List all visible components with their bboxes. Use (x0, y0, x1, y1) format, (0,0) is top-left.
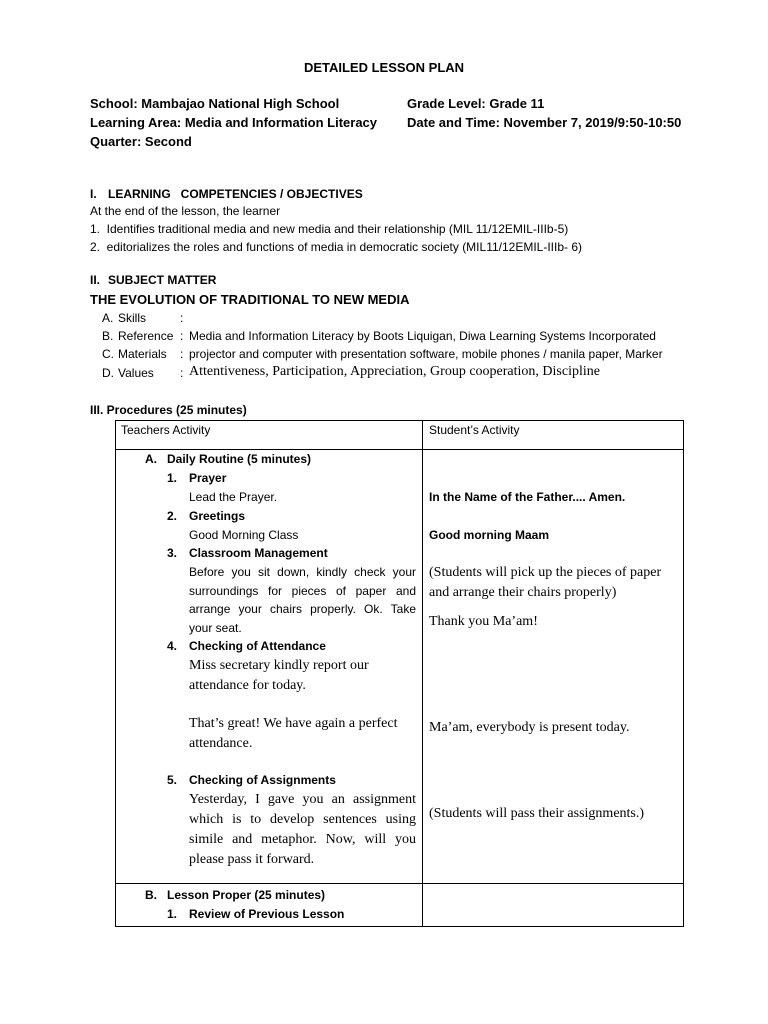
school-label: School: Mambajao National High School (90, 96, 340, 111)
section-2-heading: SUBJECT MATTER (108, 273, 217, 287)
prayer-student-text: In the Name of the Father.... Amen. (429, 490, 626, 504)
classroom-mgmt-heading: Classroom Management (189, 546, 328, 560)
learning-area-label: Learning Area: Media and Information Literacy (90, 115, 378, 130)
review-number: 1. (167, 907, 178, 921)
subject-topic: THE EVOLUTION OF TRADITIONAL TO NEW MEDIA (90, 292, 410, 307)
attendance-heading: Checking of Attendance (189, 639, 326, 653)
greetings-heading: Greetings (189, 509, 246, 523)
objectives-intro: At the end of the lesson, the learner (90, 204, 281, 218)
table-column-divider (422, 420, 423, 926)
row-d-letter: D. (102, 366, 114, 380)
assignments-heading: Checking of Assignments (189, 773, 336, 787)
prayer-teacher-text: Lead the Prayer. (189, 490, 278, 504)
daily-routine-heading: A. Daily Routine (5 minutes) (145, 452, 312, 466)
row-c-value: projector and computer with presentation software, mobile phones / manila paper, Marker (189, 347, 663, 361)
classroom-mgmt-number: 3. (167, 546, 178, 560)
greetings-number: 2. (167, 509, 178, 523)
table-row-divider (115, 883, 683, 884)
row-b-letter: B. (102, 329, 114, 343)
greetings-student-text: Good morning Maam (429, 528, 549, 542)
row-a-colon: : (180, 311, 184, 325)
section-1-number: I. (90, 187, 97, 201)
classroom-mgmt-student-thanks: Thank you Ma’am! (429, 614, 538, 629)
assignments-teacher-text: Yesterday, I gave you an assignment which is to develop sentences using simile and metaphor. Now, will you please pass it forward. (189, 792, 416, 867)
row-d-colon: : (180, 366, 184, 380)
row-c-colon: : (180, 347, 184, 361)
greetings-teacher-text: Good Morning Class (189, 528, 299, 542)
row-d-label: Values (118, 366, 154, 380)
attendance-teacher-text-2: That’s great! We have again a perfect attendance. (189, 716, 398, 751)
attendance-number: 4. (167, 639, 178, 653)
document-title: DETAILED LESSON PLAN (303, 60, 465, 75)
row-b-label: Reference (118, 329, 174, 343)
col-teacher-header: Teachers Activity (121, 423, 211, 437)
classroom-mgmt-teacher-text: Before you sit down, kindly check your surroundings for pieces of paper and arrange your chairs properly. Ok. Take your seat. (189, 565, 416, 635)
prayer-number: 1. (167, 471, 178, 485)
row-b-value: Media and Information Literacy by Boots Liquigan, Diwa Learning Systems Incorporated (189, 329, 656, 343)
assignments-number: 5. (167, 773, 178, 787)
procedures-heading: III. Procedures (25 minutes) (90, 403, 247, 417)
grade-level-label: Grade Level: Grade 11 (407, 96, 545, 111)
attendance-teacher-text-1: Miss secretary kindly report our attendance for today. (189, 658, 369, 693)
row-d-value: Attentiveness, Participation, Appreciation, Group cooperation, Discipline (189, 364, 600, 379)
quarter-label: Quarter: Second (90, 134, 192, 149)
attendance-student-text: Ma’am, everybody is present today. (429, 720, 630, 735)
assignments-student-text: (Students will pass their assignments.) (429, 806, 645, 821)
row-b-colon: : (180, 329, 184, 343)
section-1-heading: LEARNING COMPETENCIES / OBJECTIVES (108, 187, 363, 201)
row-a-label: Skills (118, 311, 147, 325)
review-heading: Review of Previous Lesson (189, 907, 345, 921)
table-header-divider (115, 449, 683, 450)
prayer-heading: Prayer (189, 471, 227, 485)
lesson-proper-heading: B. Lesson Proper (25 minutes) (145, 888, 326, 902)
date-time-label: Date and Time: November 7, 2019/9:50-10:50 (407, 115, 682, 130)
classroom-mgmt-student-text: (Students will pick up the pieces of paper and arrange their chairs properly) (429, 565, 662, 600)
row-c-letter: C. (102, 347, 114, 361)
section-2-number: II. (90, 273, 101, 287)
col-student-header: Student’s Activity (429, 423, 520, 437)
objective-item-2: 2. editorializes the roles and functions of media in democratic society (MIL11/12EMIL-IIIb- 6) (90, 240, 583, 254)
row-c-label: Materials (118, 347, 167, 361)
objective-item-1: 1. Identifies traditional media and new media and their relationship (MIL 11/12EMIL-IIIb-5) (90, 222, 569, 236)
row-a-letter: A. (102, 311, 114, 325)
